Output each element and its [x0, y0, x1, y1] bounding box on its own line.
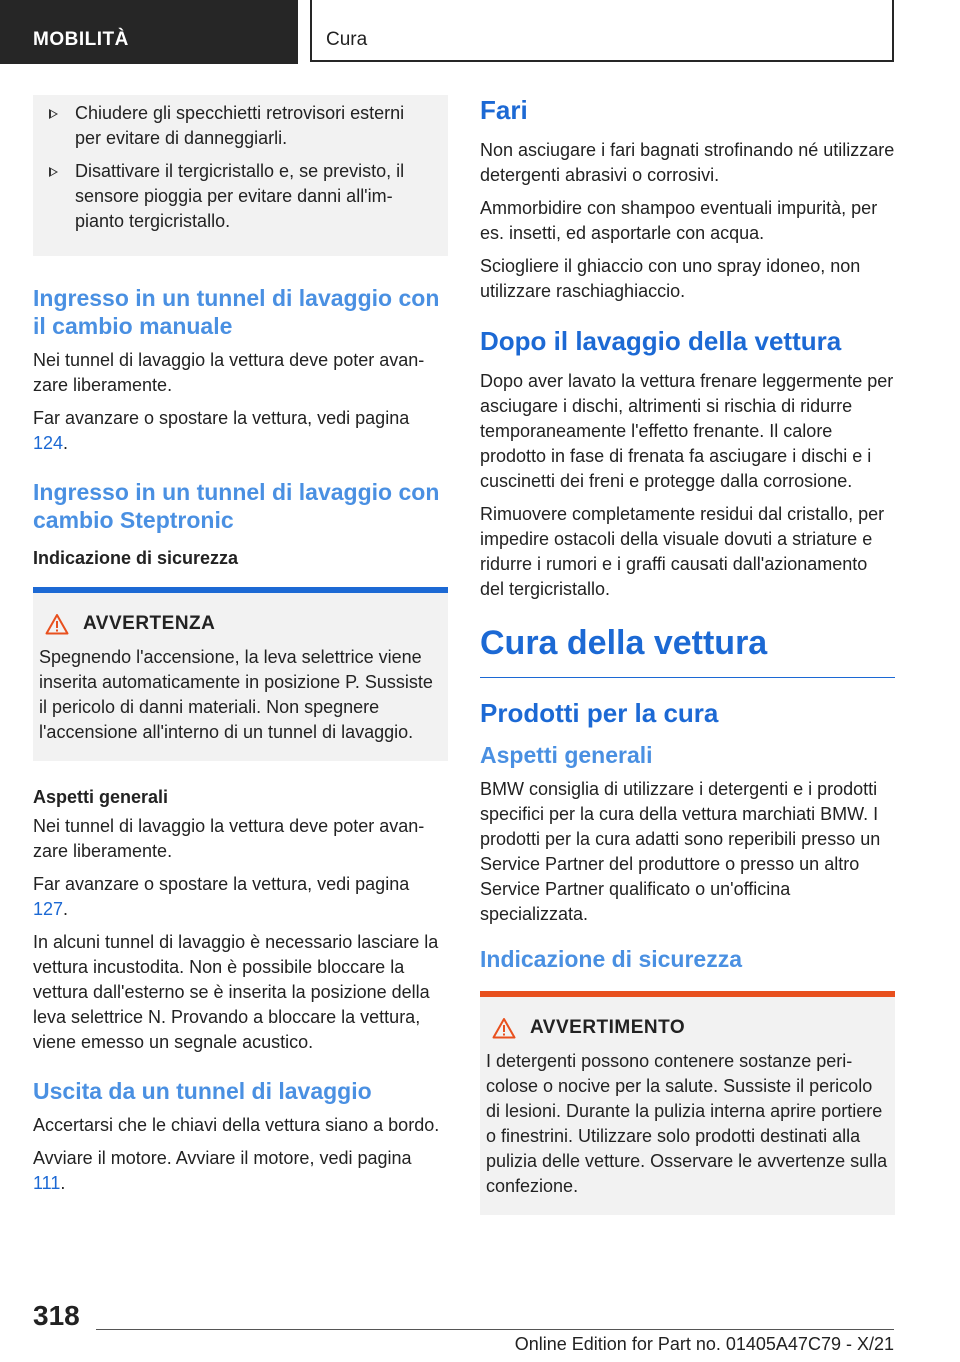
subheading-general: Aspetti generali	[33, 787, 169, 807]
section-title-fari: Fari	[480, 95, 528, 125]
section-title-steptronic: Ingresso in un tunnel di lavaggio con cambio Steptronic	[33, 479, 440, 533]
header-chapter-label: Cura	[326, 29, 368, 50]
page-number: 318	[33, 1300, 80, 1331]
footer-divider	[96, 1329, 894, 1330]
paragraph: In alcuni tunnel di lavaggio è necessario lasciare la vettura incustodita. Non è possibile bloccare la vettura dall'esterno se è inserita la posizione della leva selettrice N. Provando a bloccare la vettura, viene emesso un segnale acustico.	[33, 932, 439, 1052]
page-link[interactable]: 111	[33, 1173, 61, 1193]
triangle-bullet-icon	[49, 109, 58, 119]
warning-text: Spegnendo l'accensione, la leva selettrice viene inserita automaticamente in posizione P. Sussiste il pericolo di danni materiali. Non spegnere l'accensione all'interno di un tunnel di lavaggio.	[39, 647, 433, 742]
warning-title: AVVERTENZA	[83, 613, 216, 634]
paragraph: Far avanzare o spostare la vettura, vedi pagina 124.	[33, 408, 410, 453]
bullet-text: Chiudere gli specchietti retrovisori esterni per evitare di danneggiarli.	[75, 103, 405, 148]
bullet-text: Disattivare il tergicristallo e, se previsto, il sensore pioggia per evitare danni all'impianto tergicristallo.	[75, 161, 405, 231]
warning-box	[480, 991, 895, 1215]
bullet-list	[33, 95, 448, 256]
paragraph: Ammorbidire con shampoo eventuali impurità, per es. insetti, ed asportarle con acqua.	[480, 198, 878, 243]
page-link[interactable]: 127	[33, 899, 64, 919]
paragraph: Nei tunnel di lavaggio la vettura deve poter avanzare liberamente.	[33, 350, 425, 395]
list-item	[49, 159, 432, 234]
subsection-title-safety: Indicazione di sicurezza	[480, 946, 743, 972]
paragraph: Sciogliere il ghiaccio con uno spray idoneo, non utilizzare raschiaghiaccio.	[480, 256, 861, 301]
section-title-manual: Ingresso in un tunnel di lavaggio con il cambio manuale	[33, 285, 440, 339]
warning-triangle-icon	[492, 1017, 516, 1039]
section-title-after-wash: Dopo il lavaggio della vettura	[480, 326, 842, 356]
footer-edition: Online Edition for Part no. 01405A47C79 - X/21	[514, 1334, 894, 1354]
subheading-safety: Indicazione di sicurezza	[33, 548, 239, 568]
paragraph: Non asciugare i fari bagnati strofinando né utilizzare detergenti abrasivi o corrosivi.	[480, 140, 895, 185]
section-title-products: Prodotti per la cura	[480, 698, 719, 728]
list-item	[49, 101, 432, 151]
warning-triangle-icon	[45, 613, 69, 635]
paragraph: BMW consiglia di utilizzare i detergenti e i prodotti specifici per la cura della vettura marchiati BMW. I prodotti per la cura adatti sono reperibili presso un Service Partner del produttore o presso un altro Service Partner qualificato o un'officina specializzata.	[480, 779, 881, 924]
warning-text: I detergenti possono contenere sostanze pericolose o nocive per la salute. Sussiste il pericolo di lesioni. Durante la pulizia interna aprire portiere o finestrini. Utilizzare solo prodotti destinati alla pulizia delle vetture. Osservare le avvertenze sulla confezione.	[486, 1051, 888, 1196]
header-section-label: MOBILITÀ	[33, 29, 129, 50]
triangle-bullet-icon	[49, 167, 58, 177]
left-column	[33, 95, 448, 1204]
paragraph: Dopo aver lavato la vettura frenare leggermente per asciugare i dischi, altrimenti si rischia di ridurre temporaneamente l'effetto frenante. Il calore prodotto in fase di frenata fa asciugare i dischi e i cuscinetti dei freni e protegge dalla corrosione.	[480, 371, 894, 491]
page-link[interactable]: 124	[33, 433, 64, 453]
chapter-title: Cura della vettura	[480, 624, 895, 678]
subsection-title-general: Aspetti generali	[480, 742, 653, 768]
section-title-exit: Uscita da un tunnel di lavaggio	[33, 1078, 372, 1104]
paragraph: Rimuovere completamente residui dal cristallo, per impedire ostacoli della visuale dovuti a striature e ridurre i rumori e i graffi causati dall'azionamento del tergicristallo.	[480, 504, 885, 599]
paragraph: Accertarsi che le chiavi della vettura siano a bordo.	[33, 1115, 440, 1135]
warning-title: AVVERTIMENTO	[530, 1017, 686, 1038]
header-section-tab	[0, 0, 298, 64]
right-column	[480, 95, 895, 1237]
paragraph: Nei tunnel di lavaggio la vettura deve poter avanzare liberamente.	[33, 816, 425, 861]
paragraph: Far avanzare o spostare la vettura, vedi pagina 127.	[33, 874, 410, 919]
paragraph: Avviare il motore. Avviare il motore, vedi pagina 111.	[33, 1148, 412, 1193]
warning-box	[33, 587, 448, 761]
header-chapter-tab	[310, 0, 894, 62]
